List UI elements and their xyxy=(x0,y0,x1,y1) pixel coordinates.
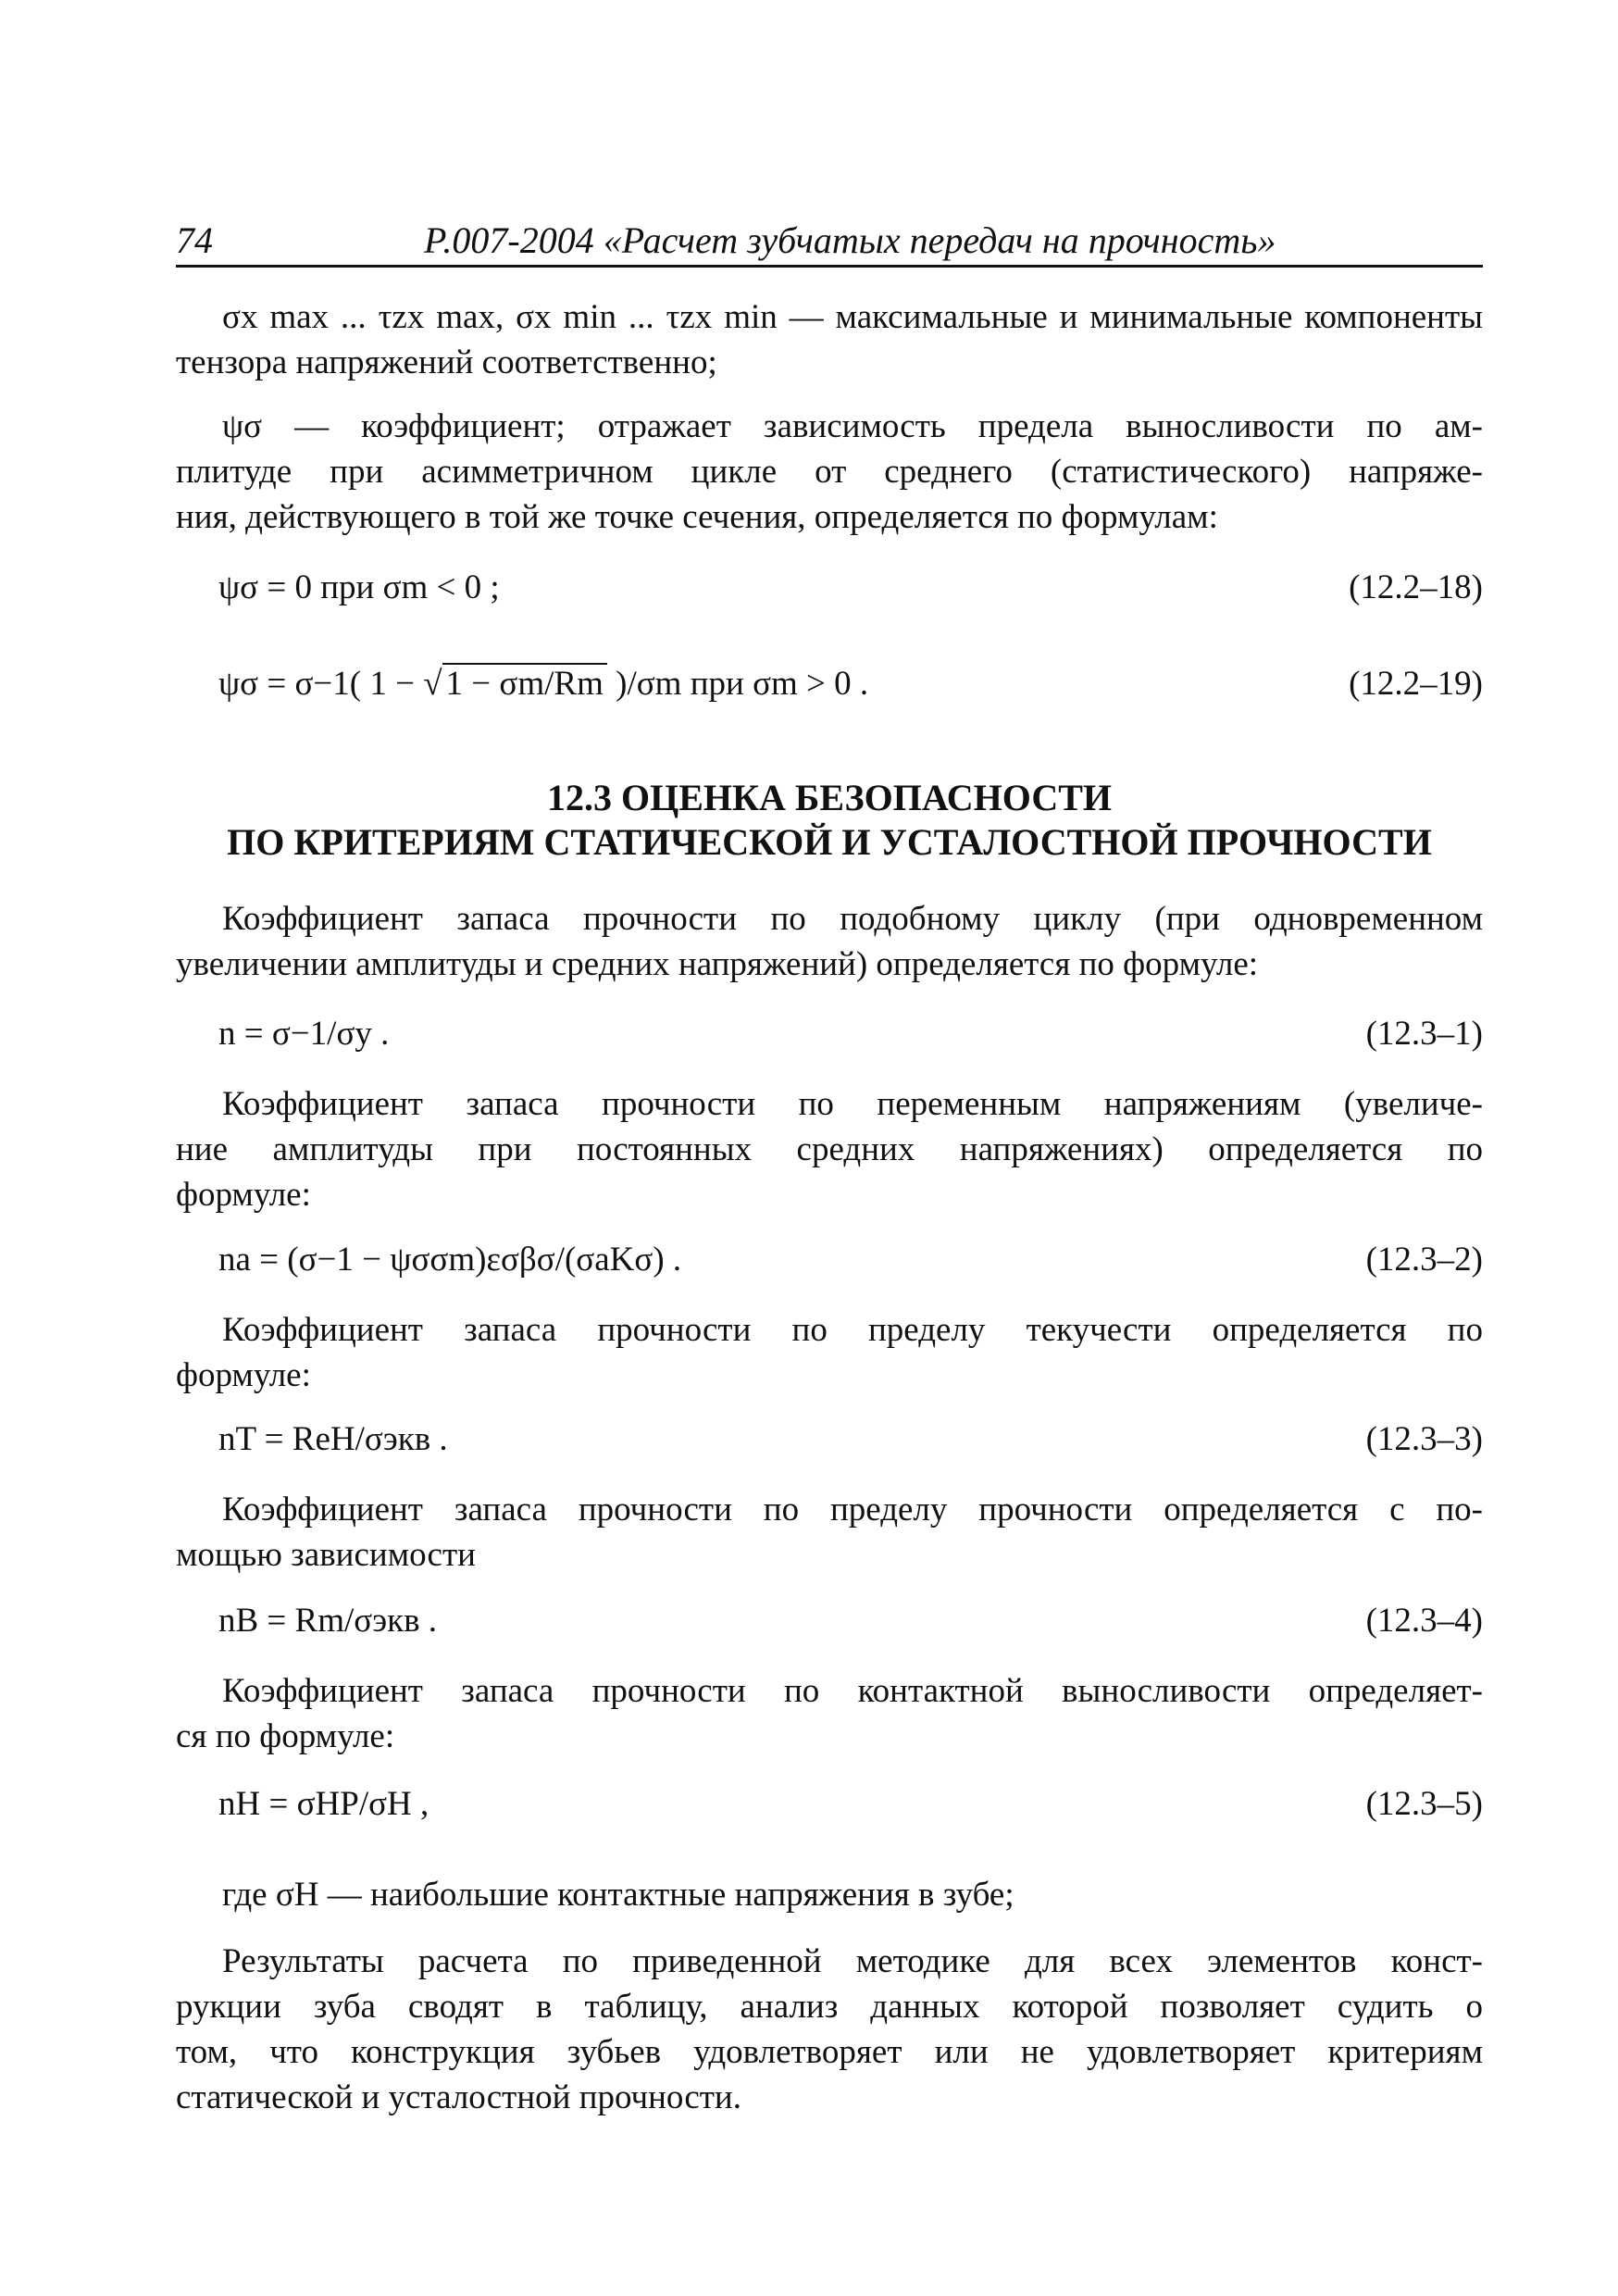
formula-number: (12.3–1) xyxy=(1365,1015,1483,1053)
text-line: где σH — наибольшие контактные напряжения в зубе; xyxy=(222,1876,1014,1914)
section-title-line2: ПО КРИТЕРИЯМ СТАТИЧЕСКОЙ И УСТАЛОСТНОЙ ПРОЧНОСТИ xyxy=(227,821,1432,863)
text-line: Коэффициент запаса прочности по переменным напряжениям (увеличе- xyxy=(222,1085,1483,1123)
formula-12-3-3 xyxy=(218,1415,1483,1465)
text-line: ние амплитуды при постоянных средних напряжениях) определяется по xyxy=(176,1130,1483,1168)
formula-number: (12.2–19) xyxy=(1349,665,1483,703)
formula-12-2-18 xyxy=(218,563,1483,613)
text-line xyxy=(176,294,1483,340)
text-line: ся по формуле: xyxy=(176,1717,395,1755)
paragraph-contact-endurance xyxy=(176,1668,1483,1759)
paragraph-variable-stress xyxy=(176,1081,1483,1217)
text-line: Результаты расчета по приведенной методике для всех элементов конст- xyxy=(222,1942,1483,1980)
formula-12-2-19 xyxy=(218,659,1483,709)
text-line: формуле: xyxy=(176,1176,311,1214)
formula-number: (12.3–5) xyxy=(1365,1785,1483,1823)
formula-expression: nT = ReH/σэкв . xyxy=(218,1420,448,1458)
formula-right-part: )/σm при σm > 0 . xyxy=(606,665,869,703)
text-line: тензора напряжений соответственно; xyxy=(176,343,717,381)
paragraph-ultimate-strength xyxy=(176,1487,1483,1578)
text-line: Коэффициент запаса прочности по пределу прочности определяется с по- xyxy=(222,1491,1483,1529)
formula-left-part: ψσ = σ−1( 1 − xyxy=(218,665,424,703)
where-clause xyxy=(176,1872,1483,1917)
text-line: рукции зуба сводят в таблицу, анализ данных которой позволяет судить о xyxy=(176,1988,1483,2026)
formula-expression: nH = σHP/σH , xyxy=(218,1785,429,1823)
text-line: статической и усталостной прочности. xyxy=(176,2078,741,2116)
formula-expression xyxy=(218,659,868,709)
paragraph-similar-cycle xyxy=(176,896,1483,987)
stress-components-paragraph xyxy=(176,294,1483,385)
page-number: 74 xyxy=(176,219,213,261)
text-line: увеличении амплитуды и средних напряжений) определяется по формуле: xyxy=(176,945,1259,983)
paragraph-results xyxy=(176,1939,1483,2120)
text-line: ψσ — коэффициент; отражает зависимость предела выносливости по ам- xyxy=(222,407,1483,445)
text-line: Коэффициент запаса прочности по контактной выносливости определяет- xyxy=(222,1672,1483,1710)
text-line: Коэффициент запаса прочности по пределу текучести определяется по xyxy=(222,1311,1483,1349)
text-line: Коэффициент запаса прочности по подобному циклу (при одновременном xyxy=(222,900,1483,938)
page-header xyxy=(176,218,1483,268)
formula-expression: n = σ−1/σy . xyxy=(218,1015,390,1053)
text-line: формуле: xyxy=(176,1356,311,1394)
formula-12-3-5 xyxy=(218,1779,1483,1829)
stress-symbols: σx max ... τzx max, σx min ... τzx min xyxy=(222,298,778,336)
formula-expression: ψσ = 0 при σm < 0 ; xyxy=(218,568,500,606)
running-title: Р.007-2004 «Расчет зубчатых передач на прочность» xyxy=(424,219,1276,261)
paragraph-yield-strength xyxy=(176,1307,1483,1398)
text-line: мощью зависимости xyxy=(176,1536,476,1574)
formula-12-3-2 xyxy=(218,1235,1483,1285)
sqrt-radicand: 1 − σm/Rm xyxy=(442,663,607,703)
psi-definition-paragraph xyxy=(176,404,1483,540)
text-line: плитуде при асимметричном цикле от среднего (статистического) напряже- xyxy=(176,453,1483,491)
square-root-icon: √ xyxy=(423,665,442,703)
stress-description: — максимальные и минимальные компоненты xyxy=(777,298,1484,336)
formula-12-3-1 xyxy=(218,1009,1483,1059)
text-line: том, что конструкция зубьев удовлетворяет или не удовлетворяет критериям xyxy=(176,2033,1483,2071)
formula-number: (12.2–18) xyxy=(1349,568,1483,606)
section-title-line1: 12.3 ОЦЕНКА БЕЗОПАСНОСТИ xyxy=(546,777,1113,818)
formula-number: (12.3–4) xyxy=(1365,1602,1483,1640)
formula-12-3-4 xyxy=(218,1596,1483,1646)
formula-expression: na = (σ−1 − ψσσm)εσβσ/(σaKσ) . xyxy=(218,1241,682,1279)
section-heading xyxy=(176,776,1483,865)
formula-number: (12.3–2) xyxy=(1365,1241,1483,1279)
formula-number: (12.3–3) xyxy=(1365,1420,1483,1458)
text-line: ния, действующего в той же точке сечения, определяется по формулам: xyxy=(176,498,1218,536)
formula-expression: nB = Rm/σэкв . xyxy=(218,1602,438,1640)
